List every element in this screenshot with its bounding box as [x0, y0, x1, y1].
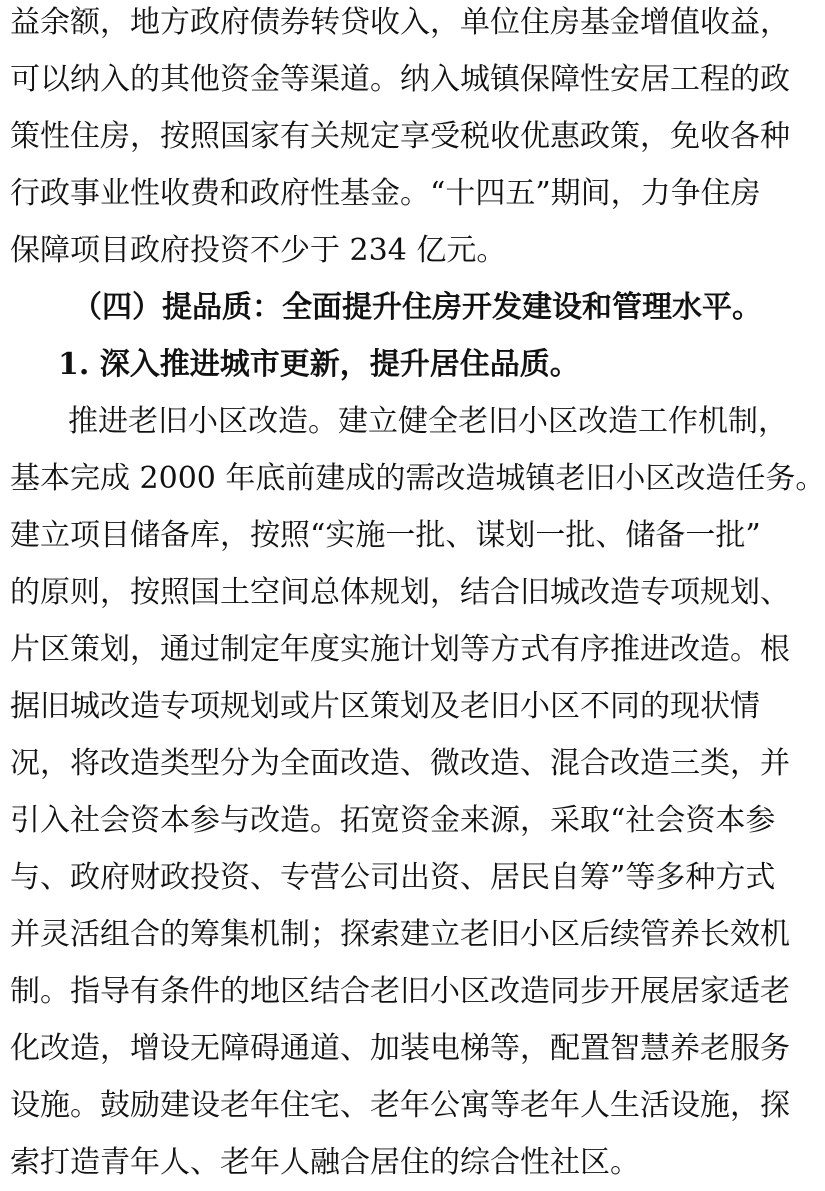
- section-heading: （四）提品质：全面提升住房开发建设和管理水平。: [72, 290, 762, 325]
- paragraph-line: 可以纳入的其他资金等渠道。纳入城镇保障性安居工程的政: [10, 62, 790, 97]
- paragraph-line: 片区策划，通过制定年度实施计划等方式有序推进改造。根: [10, 632, 790, 667]
- document-page: [10, 0, 825, 1191]
- paragraph-line: 益余额，地方政府债券转贷收入，单位住房基金增值收益，: [10, 5, 790, 40]
- paragraph-line: 保障项目政府投资不少于 234 亿元。: [10, 233, 507, 268]
- paragraph-line: 并灵活组合的筹集机制；探索建立老旧小区后续管养长效机: [10, 917, 790, 952]
- paragraph-line: 化改造，增设无障碍通道、加装电梯等，配置智慧养老服务: [10, 1031, 790, 1066]
- paragraph-line: 况，将改造类型分为全面改造、微改造、混合改造三类，并: [10, 746, 790, 781]
- paragraph-line: 与、政府财政投资、专营公司出资、居民自筹”等多种方式: [10, 860, 776, 895]
- paragraph-line: 制。指导有条件的地区结合老旧小区改造同步开展居家适老: [10, 974, 790, 1009]
- paragraph-line: 引入社会资本参与改造。拓宽资金来源，采取“社会资本参: [10, 803, 776, 838]
- paragraph-line: 基本完成 2000 年底前建成的需改造城镇老旧小区改造任务。: [10, 461, 825, 496]
- subsection-heading: 1. 深入推进城市更新，提升居住品质。: [58, 347, 580, 382]
- paragraph-line: 据旧城改造专项规划或片区策划及老旧小区不同的现状情: [10, 689, 760, 724]
- paragraph-line: 策性住房，按照国家有关规定享受税收优惠政策，免收各种: [10, 119, 790, 154]
- paragraph-line: 推进老旧小区改造。建立健全老旧小区改造工作机制，: [68, 404, 788, 439]
- paragraph-line: 的原则，按照国土空间总体规划，结合旧城改造专项规划、: [10, 575, 790, 610]
- paragraph-line: 建立项目储备库，按照“实施一批、谋划一批、储备一批”: [10, 518, 761, 553]
- paragraph-line: 设施。鼓励建设老年住宅、老年公寓等老年人生活设施，探: [10, 1088, 790, 1123]
- paragraph-line: 行政事业性收费和政府性基金。“十四五”期间，力争住房: [10, 176, 761, 211]
- paragraph-line: 索打造青年人、老年人融合居住的综合性社区。: [10, 1145, 640, 1180]
